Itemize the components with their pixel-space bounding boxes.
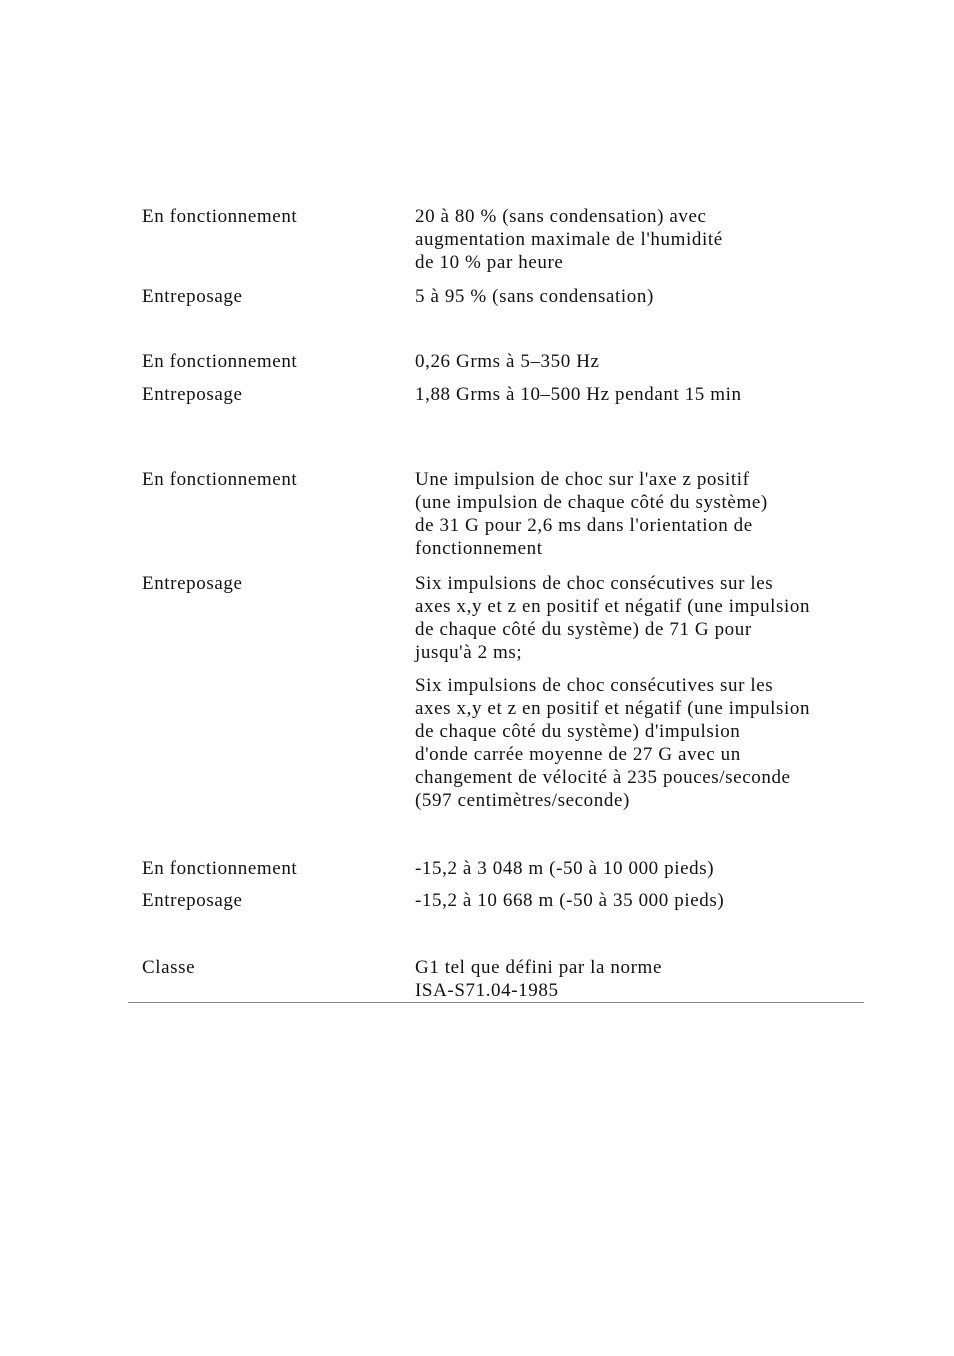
- row-value: [415, 383, 875, 406]
- row-value: [415, 857, 875, 880]
- value-line: Six impulsions de choc consécutives sur les: [415, 675, 774, 696]
- row-value: [415, 285, 875, 308]
- value-line: 1,88 Grms à 10–500 Hz pendant 15 min: [415, 384, 742, 405]
- value-line: de chaque côté du système) de 71 G pour: [415, 619, 752, 640]
- row-value: [415, 205, 875, 274]
- value-line: de 31 G pour 2,6 ms dans l'orientation de: [415, 515, 753, 536]
- row-label: En fonctionnement: [142, 351, 298, 372]
- value-line: G1 tel que défini par la norme: [415, 957, 662, 978]
- value-line: -15,2 à 3 048 m (-50 à 10 000 pieds): [415, 858, 715, 879]
- table-bottom-rule: [128, 1002, 864, 1003]
- row-label: Entreposage: [142, 286, 243, 307]
- value-line: changement de vélocité à 235 pouces/seconde: [415, 767, 791, 788]
- row-label: En fonctionnement: [142, 858, 298, 879]
- row-value: [415, 572, 875, 812]
- row-label: Entreposage: [142, 573, 243, 594]
- value-line: (une impulsion de chaque côté du système): [415, 492, 768, 513]
- row-label: Entreposage: [142, 384, 243, 405]
- row-label: Entreposage: [142, 890, 243, 911]
- value-line: 0,26 Grms à 5–350 Hz: [415, 351, 600, 372]
- value-line: -15,2 à 10 668 m (-50 à 35 000 pieds): [415, 890, 725, 911]
- row-value: [415, 350, 875, 373]
- value-line: ISA-S71.04-1985: [415, 980, 559, 1001]
- value-line: axes x,y et z en positif et négatif (une impulsion: [415, 596, 811, 617]
- row-value: [415, 956, 875, 1002]
- row-value: [415, 889, 875, 912]
- value-line: jusqu'à 2 ms;: [415, 642, 523, 663]
- value-paragraph: [415, 674, 875, 812]
- value-line: fonctionnement: [415, 538, 543, 559]
- value-line: axes x,y et z en positif et négatif (une impulsion: [415, 698, 811, 719]
- value-paragraph: [415, 572, 875, 664]
- value-line: augmentation maximale de l'humidité: [415, 229, 723, 250]
- row-label: En fonctionnement: [142, 206, 298, 227]
- value-line: 20 à 80 % (sans condensation) avec: [415, 206, 707, 227]
- row-value: [415, 468, 875, 560]
- row-label: En fonctionnement: [142, 469, 298, 490]
- value-line: (597 centimètres/seconde): [415, 790, 630, 811]
- value-line: 5 à 95 % (sans condensation): [415, 286, 654, 307]
- value-line: Six impulsions de choc consécutives sur les: [415, 573, 774, 594]
- value-line: Une impulsion de choc sur l'axe z positif: [415, 469, 750, 490]
- value-line: de 10 % par heure: [415, 252, 564, 273]
- value-line: d'onde carrée moyenne de 27 G avec un: [415, 744, 741, 765]
- value-line: de chaque côté du système) d'impulsion: [415, 721, 741, 742]
- row-label: Classe: [142, 957, 196, 978]
